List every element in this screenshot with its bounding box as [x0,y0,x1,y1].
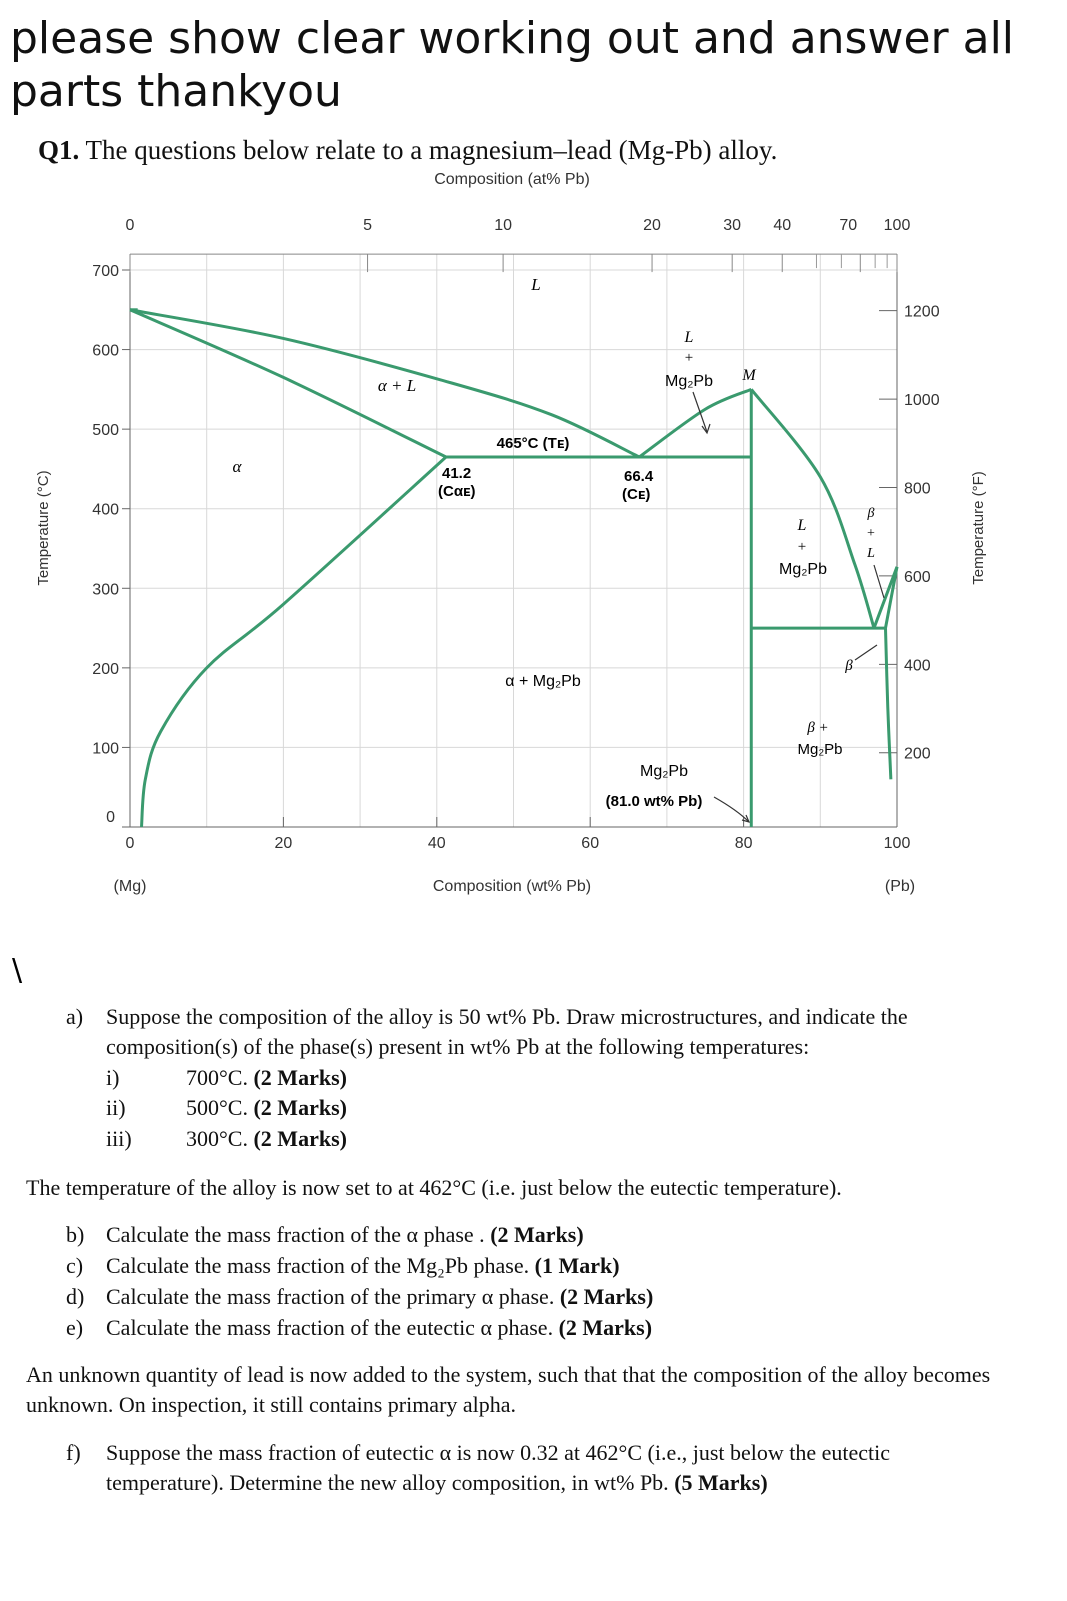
part-e-marks: (2 Marks) [558,1315,653,1340]
part-b-body: Calculate the mass fraction of the α phase . [106,1222,485,1247]
region-label-beta-plus: β + [807,720,829,736]
label-compound-composition: (81.0 wt% Pb) [605,793,703,810]
label-alpha-eutectic-value: 41.2 [442,465,472,482]
question-f [0,1438,1067,1508]
part-a-ii-marks: (2 Marks) [253,1095,347,1120]
question-number: Q1. [38,135,80,165]
left-tick-label: 700 [92,263,119,280]
label-alpha-eutectic-symbol: (Cαᴇ) [438,483,476,500]
bottom-tick-label: 60 [581,835,600,852]
part-d-body: Calculate the mass fraction of the primary α phase. [106,1284,555,1309]
region-label-alpha: α [232,457,242,476]
solvus-beta [885,628,890,779]
label-eutectic-temp: 465°C (Tᴇ) [496,435,570,452]
part-a-i-text [186,1063,347,1093]
part-a-text: Suppose the composition of the alloy is 50 wt% Pb. Draw microstructures, and indicate the composition(s) of the phase(s) present in wt% Pb at the following temperatures: [106,1004,908,1059]
stray-backslash: \ [12,953,23,988]
right-tick-label: 1200 [904,303,940,321]
left-tick-label: 300 [92,581,119,599]
region-label-beta-mg2pb: Mg₂Pb [797,741,843,758]
region-label-beta-l-beta: β [867,506,875,521]
part-a-iii-text [186,1124,347,1154]
label-compound-name: Mg₂Pb [639,763,689,780]
part-d-marks: (2 Marks) [559,1284,654,1309]
region-label-l-plus: + [684,350,694,366]
part-a-label: a) [66,1004,84,1029]
arrow-beta [855,645,877,660]
region-label-liquid: L [531,275,541,294]
part-e-body: Calculate the mass fraction of the eutectic α phase. [106,1315,554,1340]
region-label-beta-l-l: L [867,546,875,561]
bottom-tick-label: 80 [734,835,753,852]
arrow-l-mg2pb [693,392,707,432]
question-intro [38,135,777,166]
right-axis-title: Temperature (°F) [970,471,987,585]
bottom-tick-label: 20 [274,835,293,852]
top-tick-label: 30 [723,217,742,234]
right-tick-label: 400 [904,657,931,675]
bottom-end-label-mg: (Mg) [113,878,147,895]
region-label-alpha-plus-mg2pb: α + Mg₂Pb [505,673,581,690]
questions-b-to-e [0,1220,1067,1350]
part-a-i-marks: (2 Marks) [253,1065,347,1090]
right-tick-label: 800 [904,480,931,498]
top-tick-label: 70 [839,217,858,234]
right-tick-label: 200 [904,745,931,763]
part-a-iii-temp: 300°C. [186,1126,248,1151]
part-f-label: f) [66,1440,81,1465]
left-axis-title: Temperature (°C) [35,470,52,586]
post-title-line-2: parts thankyou [10,66,342,117]
label-eutectic-comp-value: 66.4 [624,468,654,485]
left-tick-label: 0 [106,809,115,826]
part-f-body: Suppose the mass fraction of eutectic α is now 0.32 at 462°C (i.e., just below the eutectic temperature). Determine the new alloy composition, in wt% Pb. [106,1440,891,1495]
part-b-text [106,1220,1006,1250]
grid-lines [130,254,897,827]
part-f-text [106,1438,986,1498]
lead-added-note: An unknown quantity of lead is now added to the system, such that that the composition of the alloy becomes unknown. On inspection, it still contains primary alpha. [26,1362,991,1417]
bottom-tick-label: 0 [125,835,135,852]
top-tick-label: 5 [363,217,373,234]
right-tick-label: 600 [904,568,931,586]
bottom-axis-title: Composition (wt% Pb) [432,878,592,895]
region-label-beta-l-plus: + [867,526,875,541]
bottom-tick-label: 40 [427,835,446,852]
region-label-right-plus: + [797,539,807,555]
part-d-text [106,1282,1006,1312]
question-a [0,1002,1067,1162]
left-tick-label: 100 [92,740,119,758]
region-label-beta: β [845,658,853,674]
temperature-note: The temperature of the alloy is now set to at 462°C (i.e. just below the eutectic temperature). [26,1175,842,1200]
post-title-line-1: please show clear working out and answer all [10,13,1015,64]
region-label-l-mg2pb: Mg₂Pb [664,373,714,390]
post-title [10,12,1050,118]
part-b-marks: (2 Marks) [490,1222,584,1247]
part-f-marks: (5 Marks) [674,1470,768,1495]
part-c-marks: (1 Mark) [534,1253,620,1278]
top-axis-title: Composition (at% Pb) [434,171,590,188]
part-a-iii-label: iii) [106,1126,132,1151]
part-a-ii-temp: 500°C. [186,1095,248,1120]
phase-diagram [0,168,1067,918]
top-tick-label: 100 [883,217,911,234]
region-label-l-top: L [684,329,694,346]
solvus-alpha [142,457,446,827]
top-tick-label: 20 [643,217,661,234]
part-a-i-label: i) [106,1065,120,1090]
left-tick-label: 400 [92,501,119,519]
part-a-ii-label: ii) [106,1095,126,1120]
left-tick-label: 500 [92,422,119,440]
bottom-tick-label: 100 [883,835,911,852]
region-label-alpha-plus-liquid: α + L [377,376,417,395]
top-tick-label: 10 [494,217,513,234]
part-c-body: Calculate the mass fraction of the Mg₂Pb phase. [106,1253,530,1278]
label-eutectic-comp-symbol: (Cᴇ) [622,486,651,503]
arrow-beta-l [874,565,884,598]
right-tick-label: 1000 [904,392,940,410]
top-tick-label: 40 [773,217,792,234]
bottom-end-label-pb: (Pb) [884,878,916,895]
part-e-text [106,1313,1006,1343]
part-a-i-temp: 700°C. [186,1065,248,1090]
top-tick-label: 0 [125,217,135,234]
part-a-iii-marks: (2 Marks) [253,1126,347,1151]
left-tick-label: 600 [92,342,119,360]
part-e-label: e) [66,1315,84,1340]
part-c-label: c) [66,1253,84,1278]
left-tick-label: 200 [92,660,119,678]
part-c-text [106,1251,1006,1281]
part-d-label: d) [66,1284,85,1309]
label-maximum-m: M [742,367,756,384]
region-label-right-l: L [797,517,807,534]
region-label-right-mg2pb: Mg₂Pb [778,561,828,578]
part-b-label: b) [66,1222,85,1247]
part-a-ii-text [186,1093,347,1123]
question-intro-text: The questions below relate to a magnesium–lead (Mg-Pb) alloy. [85,135,778,165]
